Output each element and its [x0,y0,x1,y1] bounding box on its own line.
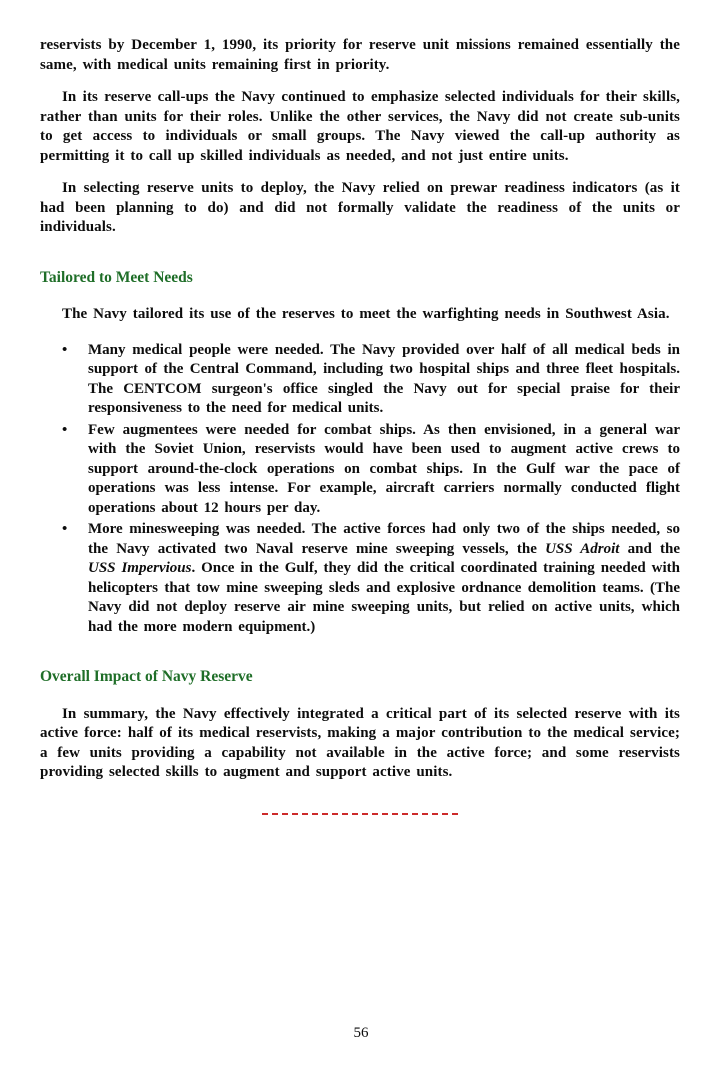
bullet-text: More minesweeping was needed. The active forces had only two of the ships needed, so the Navy activated two Naval reserve mine sweeping vessels, the [88,521,680,557]
paragraph-readiness: In selecting reserve units to deploy, the Navy relied on prewar readiness indicators (as it had been planning to do) and did not formally validate the readiness of the units or individuals. [40,180,680,235]
ship-name-italic: USS Impervious [88,560,192,576]
bullet-list [40,341,680,638]
list-item [88,341,680,419]
list-item [88,421,680,519]
section-heading-overall-impact: Overall Impact of Navy Reserve [40,668,253,685]
paragraph-section-intro: The Navy tailored its use of the reserves to meet the warfighting needs in Southwest Asia. [62,306,670,322]
section-overall-impact [40,667,680,783]
section-tailored [40,268,680,638]
section-heading-tailored-to-meet-needs: Tailored to Meet Needs [40,268,193,286]
bullet-text: . Once in the Gulf, they did the critical coordinated training needed with helicopters that tow mine sweeping sleds and explosive ordnance demolition teams. (The Navy did not deploy reserve air mine sweeping units, but relied on active units, which had the more modern equipment.) [88,560,680,635]
paragraph-continuation: reservists by December 1, 1990, its priority for reserve unit missions remained essentially the same, with medical units remaining first in priority. [40,37,680,73]
paragraph-summary: In summary, the Navy effectively integrated a critical part of its selected reserve with its active force: half of its medical reservists, making a major contribution to the medical service; a few units providing a capability not available in the active force; and some reservists providing selected skills to augment and support active units. [40,705,680,780]
bullet-text: Few augmentees were needed for combat ships. As then envisioned, in a general war with the Soviet Union, reservists would have been used to augment active crews to support around-the-clock operations on combat ships. In the Gulf war the pace of operations was less intense. For example, aircraft carriers normally conducted flight operations about 12 hours per day. [88,421,680,516]
ship-name-italic: USS Adroit [545,540,620,557]
bullet-text: Many medical people were needed. The Navy provided over half of all medical beds in support of the Central Command, including two hospital ships and three fleet hospitals. The CENTCOM surgeon's office singled the Navy out for special praise for their responsiveness to the need for medical units. [88,341,680,416]
list-item [88,520,680,637]
bullet-text: and the [619,540,680,557]
paragraph-callups: In its reserve call-ups the Navy continued to emphasize selected individuals for their skills, rather than units for their roles. Unlike the other services, the Navy did not create sub-units to get access to individuals or small groups. The Navy viewed the call-up authority as permitting it to call up skilled individuals as needed, and not just entire units. [40,89,680,164]
dashed-divider [262,813,458,815]
page-number: 56 [353,1024,369,1041]
